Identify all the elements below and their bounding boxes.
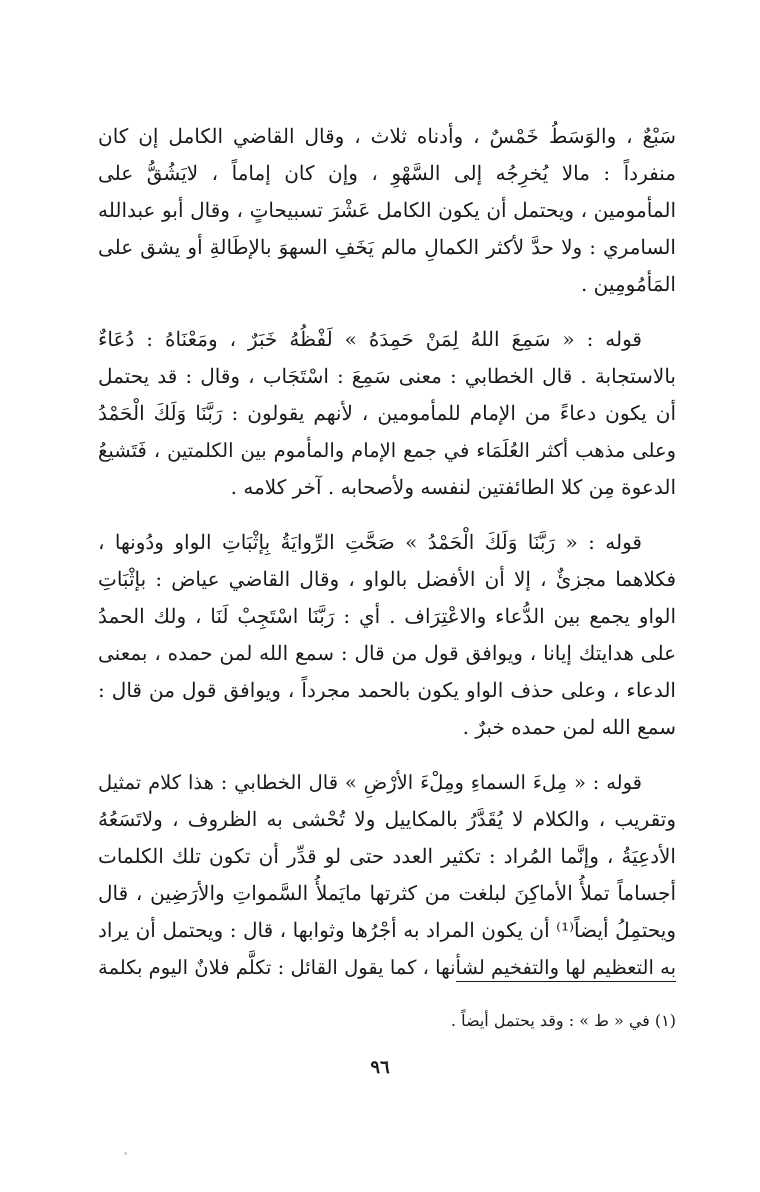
- footnote-divider: [456, 981, 676, 982]
- paragraph-1: [98, 118, 676, 303]
- text-line: الأدعِيَةُ ، وإنَّما المُراد : تكثير العدد حتى لو قدِّر أن تكون تلك الكلمات: [98, 844, 676, 868]
- text-line: منفرداً : مالا يُخرِجُه إلى السَّهْوِ ، وإن كان إماماً ، لايَشُقُّ على: [98, 161, 676, 185]
- paragraph-4: [98, 764, 676, 986]
- scan-speck: [124, 1152, 127, 1155]
- text-line: سمع الله لمن حمده خبرٌ .: [462, 715, 676, 739]
- text-line: على هدايتك إيانا ، ويوافق قول من قال : سمع الله لمن حمده ، بمعنى: [98, 641, 676, 665]
- text-line: أجساماً تملأُ الأماكِنَ لبلغت من كثرتها مايَملأُ السَّمواتِ والأرَضِين ، قال: [98, 881, 676, 905]
- page-body: [98, 118, 676, 986]
- text-line: سَبْعٌ ، والوَسَطُ خَمْسٌ ، وأدناه ثلاث ، وقال القاضي الكامل إن كان: [98, 124, 676, 148]
- text-line: الدعاء ، وعلى حذف الواو يكون بالحمد مجرداً ، ويوافق قول من قال :: [98, 678, 676, 702]
- lead-line: قوله : « سَمِعَ اللهُ لِمَنْ حَمِدَهُ » لَفْظُهُ خَبَرٌ ، ومَعْنَاهُ : دُعَاءٌ: [98, 327, 642, 351]
- paragraph-3: [98, 524, 676, 746]
- paragraph-2: [98, 321, 676, 506]
- text-line: ويحتمِلُ أيضاً⁽¹⁾ أن يكون المراد به أجْرُها وثوابها ، قال : ويحتمل أن يراد: [98, 918, 676, 942]
- text-line: وعلى مذهب أكثر العُلَمَاء في جمع الإمام والمأموم بين الكلمتين ، فَتَشيعُ: [98, 439, 676, 462]
- text-line: فكلاهما مجزئٌ ، إلا أن الأفضل بالواو ، وقال القاضي عياض : بإثْبَاتِ: [98, 567, 676, 591]
- text-line: به التعظيم لها والتفخيم لشأنها ، كما يقول القائل : تكلَّم فلانٌ اليوم بكلمة: [98, 956, 676, 979]
- text-line: السامري : ولا حدَّ لأكثر الكمالِ مالم يَخَفِ السهوَ بالإطَالةِ أو يشق على: [98, 235, 676, 259]
- text-line: بالاستجابة . قال الخطابي : معنى سَمِعَ : اسْتَجَاب ، وقال : قد يحتمل: [98, 364, 676, 388]
- text-line: الدعوة مِن كلا الطائفتين لنفسه ولأصحابه . آخر كلامه .: [230, 475, 676, 499]
- lead-line: قوله : « رَبَّنَا وَلَكَ الْحَمْدُ » صَحَّتِ الرِّوايَةُ بِإثْبَاتِ الواو ودُونها ،: [98, 530, 642, 554]
- text-line: وتقريب ، والكلام لا يُقَدَّرُ بالمكاييل ولا تُحْشى به الظروف ، ولاتَسَعُهُ: [98, 807, 676, 831]
- text-line: المَأمُومِين .: [580, 272, 676, 296]
- text-line: المأمومين ، ويحتمل أن يكون الكامل عَشْرَ تسبيحاتٍ ، وقال أبو عبدالله: [98, 198, 676, 222]
- page-number: ٩٦: [370, 1057, 390, 1078]
- text-line: الواو يجمع بين الدُّعاء والاعْتِرَاف . أي : رَبَّنَا اسْتَجِبْ لَنَا ، ولك الحمدُ: [98, 604, 676, 628]
- lead-line: قوله : « مِلءَ السماءِ ومِلْءَ الأرْضِ » قال الخطابي : هذا كلام تمثيل: [98, 771, 642, 794]
- footnote: (١) في « ط » : وقد يحتمل أيضاً .: [450, 1011, 676, 1030]
- text-line: أن يكون دعاءً من الإمام للمأمومين ، لأنهم يقولون : رَبَّنَا وَلَكَ الْحَمْدُ: [98, 401, 676, 425]
